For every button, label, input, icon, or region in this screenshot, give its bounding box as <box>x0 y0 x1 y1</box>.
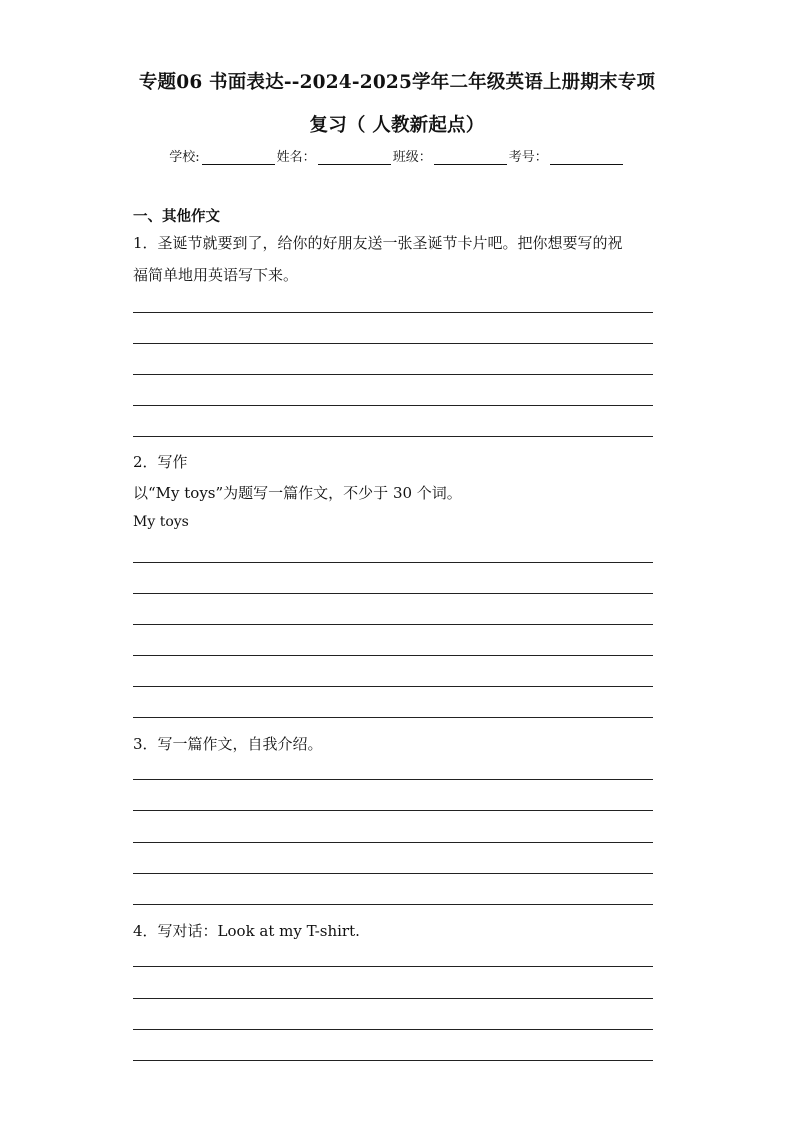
class-field <box>393 146 509 165</box>
name-field <box>277 146 393 165</box>
student-info-row <box>0 146 794 165</box>
answer-line[interactable] <box>133 562 653 563</box>
exam-number-label: 考号： <box>508 150 548 165</box>
question-2-prompt: 以“My toys”为题写一篇作文，不少于 30 个词。 <box>133 484 462 502</box>
answer-line[interactable] <box>133 343 653 344</box>
class-blank[interactable] <box>434 150 507 165</box>
answer-line[interactable] <box>133 1060 653 1061</box>
answer-line[interactable] <box>133 717 653 718</box>
question-4-text: 4．写对话：Look at my T-shirt. <box>133 922 360 940</box>
name-label: 姓名： <box>276 150 316 165</box>
name-blank[interactable] <box>318 150 391 165</box>
answer-line[interactable] <box>133 842 653 843</box>
answer-line[interactable] <box>133 810 653 811</box>
section-heading: 一、其他作文 <box>133 208 220 225</box>
answer-line[interactable] <box>133 966 653 967</box>
answer-line[interactable] <box>133 1029 653 1030</box>
answer-line[interactable] <box>133 873 653 874</box>
answer-line[interactable] <box>133 405 653 406</box>
answer-line[interactable] <box>133 904 653 905</box>
answer-line[interactable] <box>133 779 653 780</box>
page-title-line2: 复习（ 人教新起点） <box>309 115 485 136</box>
question-1-text-line1: 1．圣诞节就要到了，给你的好朋友送一张圣诞节卡片吧。把你想要写的祝 <box>133 234 623 252</box>
answer-line[interactable] <box>133 624 653 625</box>
answer-line[interactable] <box>133 312 653 313</box>
class-label: 班级： <box>392 150 432 165</box>
school-field <box>169 146 276 165</box>
answer-line[interactable] <box>133 436 653 437</box>
question-2-subtitle: My toys <box>133 514 189 530</box>
answer-line[interactable] <box>133 593 653 594</box>
question-2-title: 2．写作 <box>133 453 188 471</box>
question-1-text-line2: 福简单地用英语写下来。 <box>133 266 299 284</box>
answer-line[interactable] <box>133 686 653 687</box>
answer-line[interactable] <box>133 374 653 375</box>
exam-number-blank[interactable] <box>550 150 623 165</box>
answer-line[interactable] <box>133 998 653 999</box>
school-blank[interactable] <box>202 150 275 165</box>
answer-line[interactable] <box>133 655 653 656</box>
page-title-line1: 专题06 书面表达--2024-2025学年二年级英语上册期末专项 <box>138 72 656 93</box>
school-label: 学校: <box>169 150 200 165</box>
exam-number-field <box>509 146 625 165</box>
question-3-text: 3．写一篇作文，自我介绍。 <box>133 735 323 753</box>
